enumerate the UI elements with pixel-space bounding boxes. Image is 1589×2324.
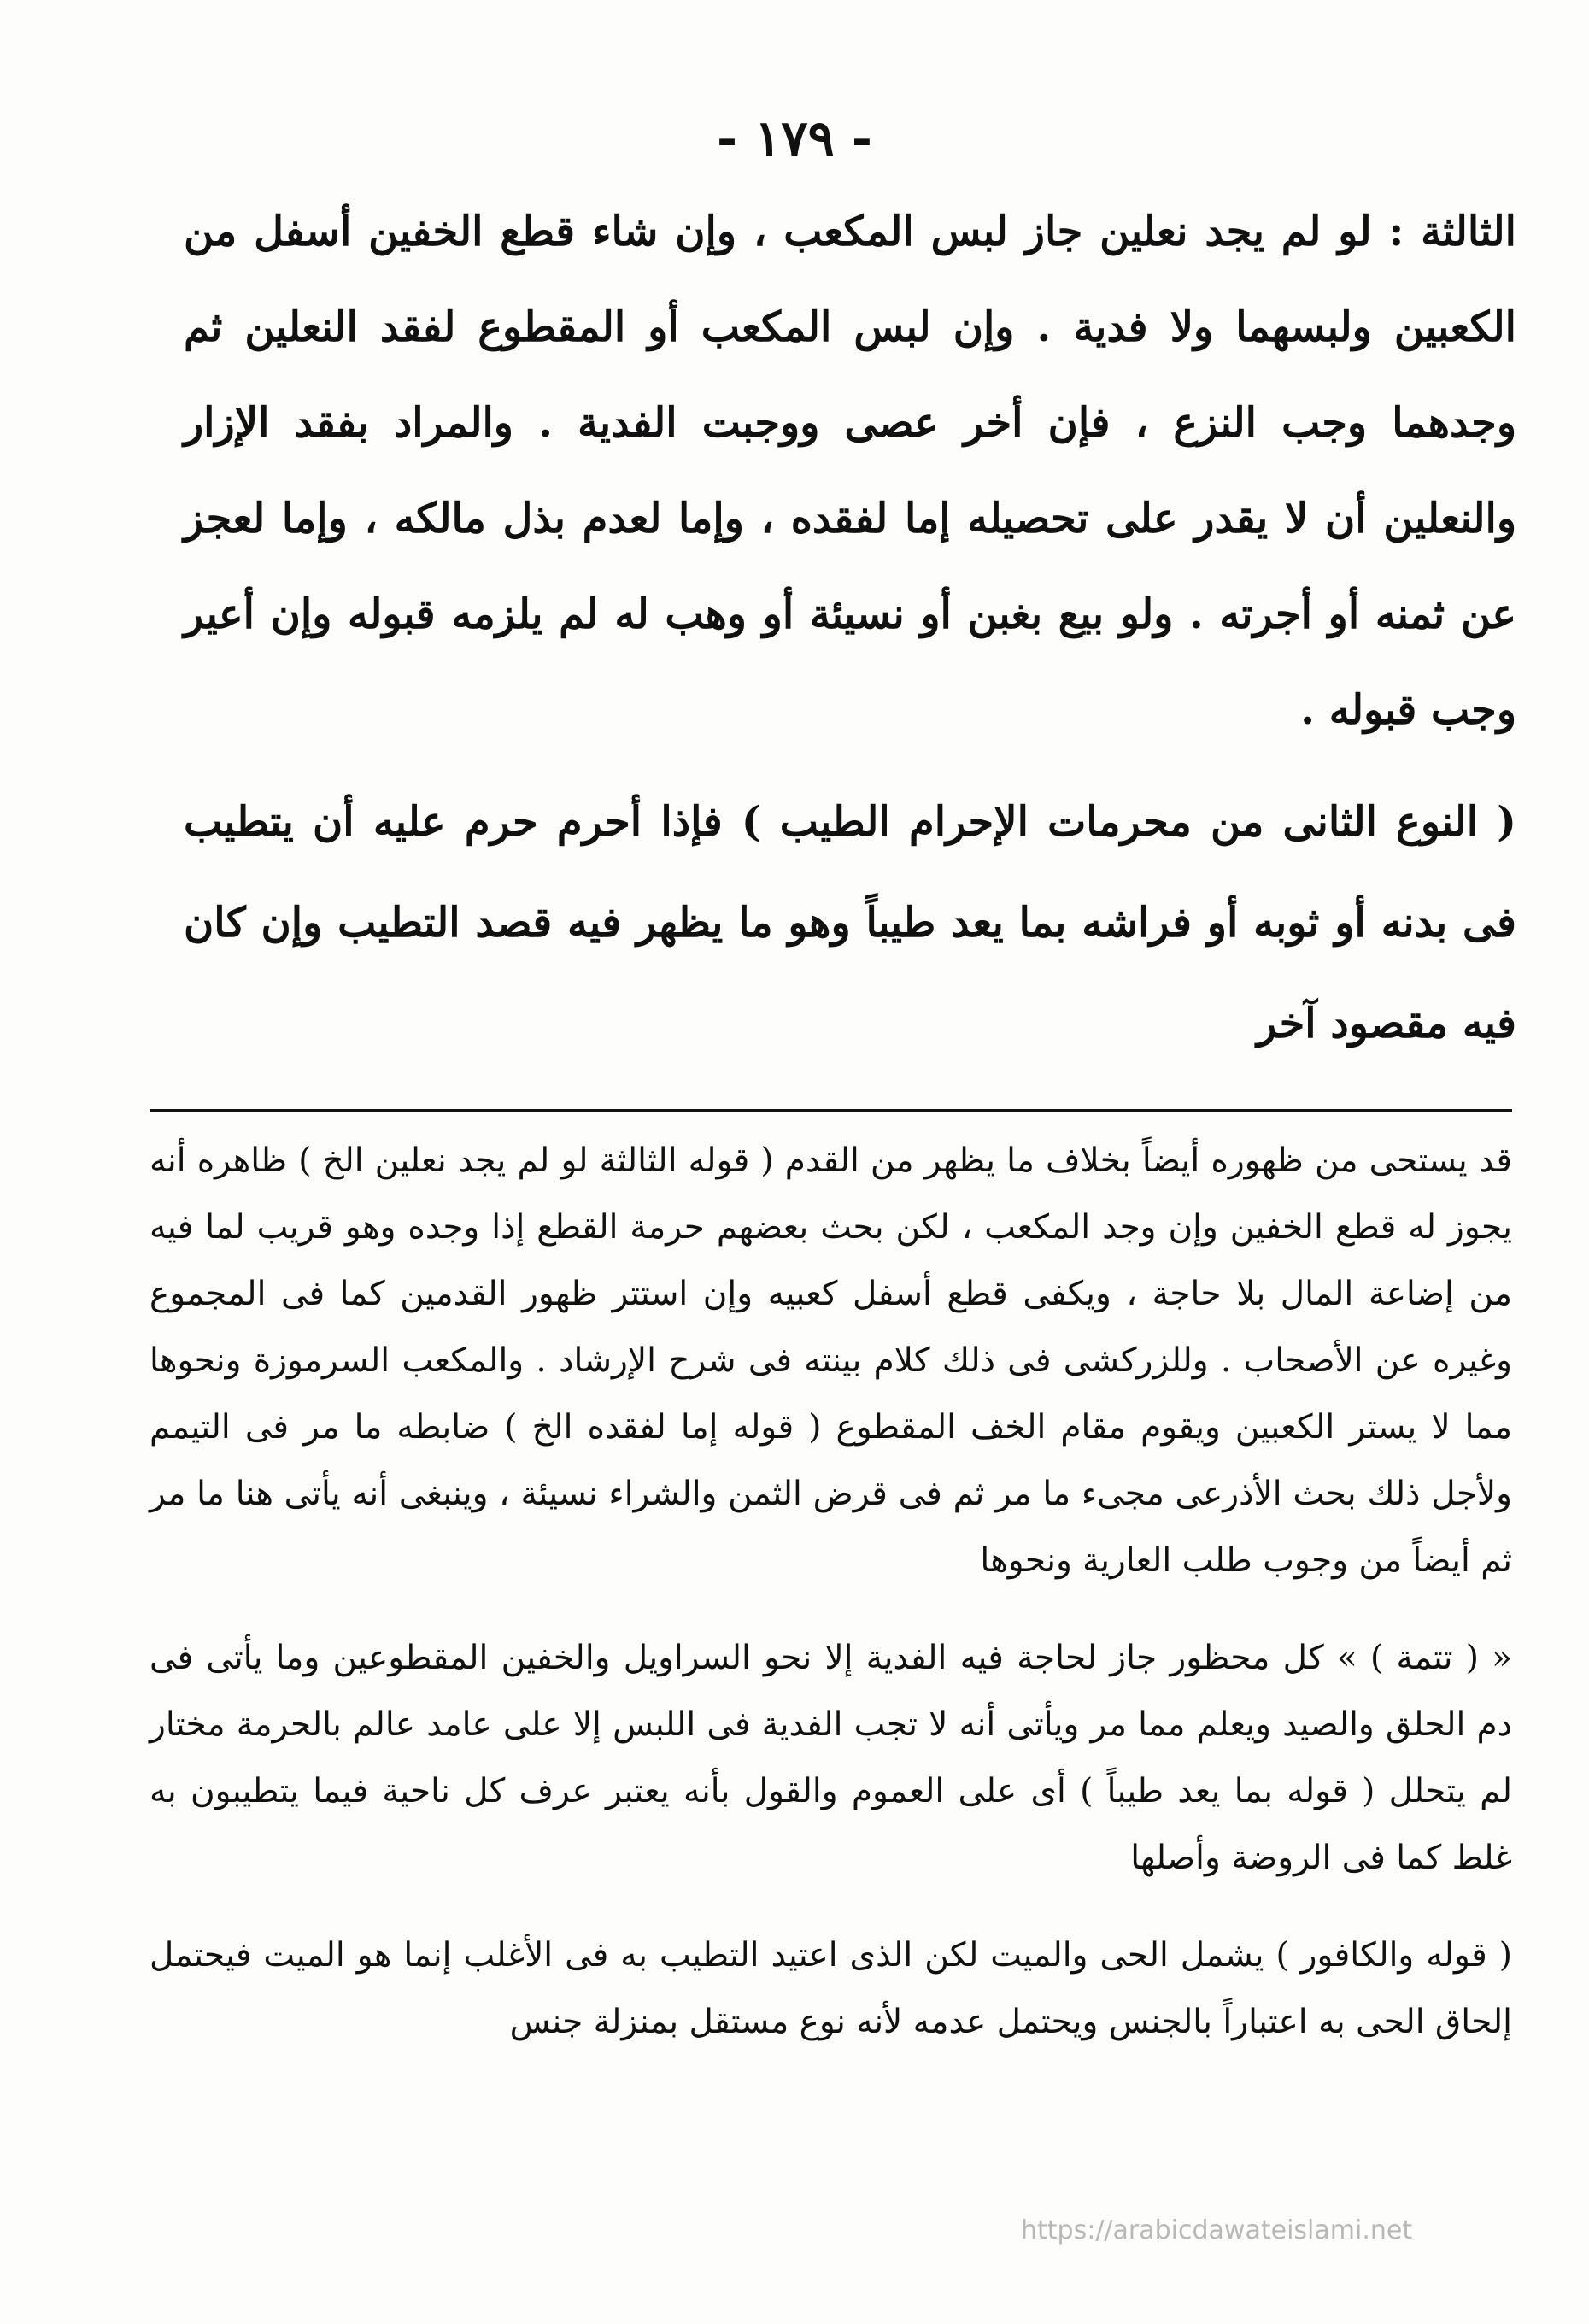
main-paragraph-2: ( النوع الثانى من محرمات الإحرام الطيب ) فإذا أحرم حرم عليه أن يتطيب فى بدنه أو ثوبه أو فراشه بما يعد طيباً وهو ما يظهر فيه قصد التطيب وإن كان فيه مقصود آخر: [184, 798, 1516, 1048]
commentary-block: [150, 1128, 1512, 2056]
footnote-divider: [150, 1109, 1512, 1112]
source-watermark: https://arabicdawateislami.net: [1021, 2215, 1413, 2245]
page-number: - ١٧٩ -: [717, 109, 872, 167]
commentary-paragraph-3: ( قوله والكافور ) يشمل الحى والميت لكن الذى اعتيد التطيب به فى الأغلب إنما هو الميت فيحتمل إلحاق الحى به اعتباراً بالجنس ويحتمل عدمه لأنه نوع مستقل بمنزلة جنس: [150, 1936, 1512, 2041]
main-paragraph-1: الثالثة : لو لم يجد نعلين جاز لبس المكعب ، وإن شاء قطع الخفين أسفل من الكعبين ولبسهما ولا فدية . وإن لبس المكعب أو المقطوع لفقد النعلين ثم وجدهما وجب النزع ، فإن أخر عصى ووجبت الفدية . والمراد بفقد الإزار والنعلين أن لا يقدر على تحصيله إما لفقده ، وإما لعدم بذل مالكه ، وإما لعجز عن ثمنه أو أجرته . ولو بيع بغبن أو نسيئة أو وهب له لم يلزمه قبوله وإن أعير وجب قبوله .: [184, 208, 1517, 734]
commentary-paragraph-1: قد يستحى من ظهوره أيضاً بخلاف ما يظهر من القدم ( قوله الثالثة لو لم يجد نعلين الخ ) ظاهره أنه يجوز له قطع الخفين وإن وجد المكعب ، لكن بحث بعضهم حرمة القطع إذا وجده وهو قريب لما فيه من إضاعة المال بلا حاجة ، ويكفى قطع أسفل كعبيه وإن استتر ظهور القدمين كما فى المجموع وغيره عن الأصحاب . وللزركشى فى ذلك كلام بينته فى شرح الإرشاد . والمكعب السرموزة ونحوها مما لا يستر الكعبين ويقوم مقام الخف المقطوع ( قوله إما لفقده الخ ) ضابطه ما مر فى التيمم ولأجل ذلك بحث الأذرعى مجىء ما مر ثم فى قرض الثمن والشراء نسيئة ، وينبغى أنه يأتى هنا ما مر ثم أيضاً من وجوب طلب العارية ونحوها: [150, 1141, 1512, 1580]
main-text-block: [184, 184, 1516, 1074]
commentary-paragraph-2: « ( تتمة ) » كل محظور جاز لحاجة فيه الفدية إلا نحو السراويل والخفين المقطوعين وما يأتى فى دم الحلق والصيد ويعلم مما مر ويأتى أنه لا تجب الفدية فى اللبس إلا على عامد عالم بالحرمة مختار لم يتحلل ( قوله بما يعد طيباً ) أى على العموم والقول بأنه يعتبر عرف كل ناحية فيما يتطيبون به غلط كما فى الروضة وأصلها: [150, 1639, 1512, 1877]
